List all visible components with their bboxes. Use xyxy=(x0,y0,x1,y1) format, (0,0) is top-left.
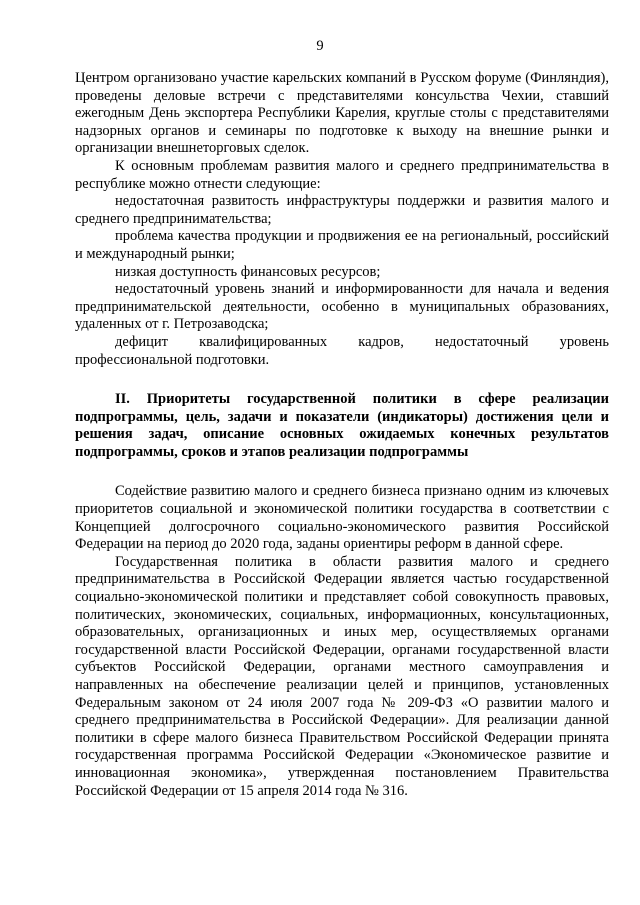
list-item: дефицит квалифицированных кадров, недостаточный уровень профессиональной подготовки. xyxy=(75,333,609,368)
document-body xyxy=(75,70,609,800)
list-item: недостаточный уровень знаний и информированности для начала и ведения предпринимательской деятельности, особенно в муниципальных образованиях, удаленных от г. Петрозаводска; xyxy=(75,281,609,333)
paragraph: Содействие развитию малого и среднего бизнеса признано одним из ключевых приоритетов социальной и экономической политики государства в соответствии с Концепцией долгосрочного социально-экономического развития Российской Федерации на период до 2020 года, заданы ориентиры реформ в данной сфере. xyxy=(75,483,609,553)
spacer xyxy=(75,461,609,483)
paragraph: Центром организовано участие карельских компаний в Русском форуме (Финляндия), проведены деловые встречи с представителями консульства Чехии, ставший ежегодным День экспортера Республики Карелия, круглые столы с представителями надзорных органов и семинары по подготовке к выходу на внешние рынки и организации внешнеторговых сделок. xyxy=(75,70,609,157)
list-item: проблема качества продукции и продвижения ее на региональный, российский и международный рынки; xyxy=(75,228,609,262)
paragraph: К основным проблемам развития малого и среднего предпринимательства в республике можно отнести следующие: xyxy=(75,157,609,192)
list-item: недостаточная развитость инфраструктуры поддержки и развития малого и среднего предпринимательства; xyxy=(75,193,609,227)
section-heading: II. Приоритеты государственной политики в сфере реализации подпрограммы, цель, задачи и показатели (индикаторы) достижения цели и решения задач, описание основных ожидаемых конечных результатов подпрограммы, сроков и этапов реализации подпрограммы xyxy=(75,391,609,460)
page-number: 9 xyxy=(316,38,324,54)
list-item: низкая доступность финансовых ресурсов; xyxy=(115,263,381,280)
paragraph: Государственная политика в области развития малого и среднего предпринимательства в Российской Федерации является частью государственной социально-экономической политики и представляет собой совокупность правовых, политических, экономических, социальных, информационных, консультационных, образовательных, организационных и иных мер, осуществляемых органами государственной власти Российской Федерации, органами государственной власти субъектов Российской Федерации, органами местного самоуправления и направленных на обеспечение реализации целей и принципов, установленных Федеральным законом от 24 июля 2007 года № 209-ФЗ «О развитии малого и среднего предпринимательства в Российской Федерации». Для реализации данной политики в сфере малого бизнеса Правительством Российской Федерации принята государственная программа Российской Федерации «Экономическое развитие и инновационная экономика», утвержденная постановлением Правительства Российской Федерации от 15 апреля 2014 года № 316. xyxy=(75,553,609,799)
